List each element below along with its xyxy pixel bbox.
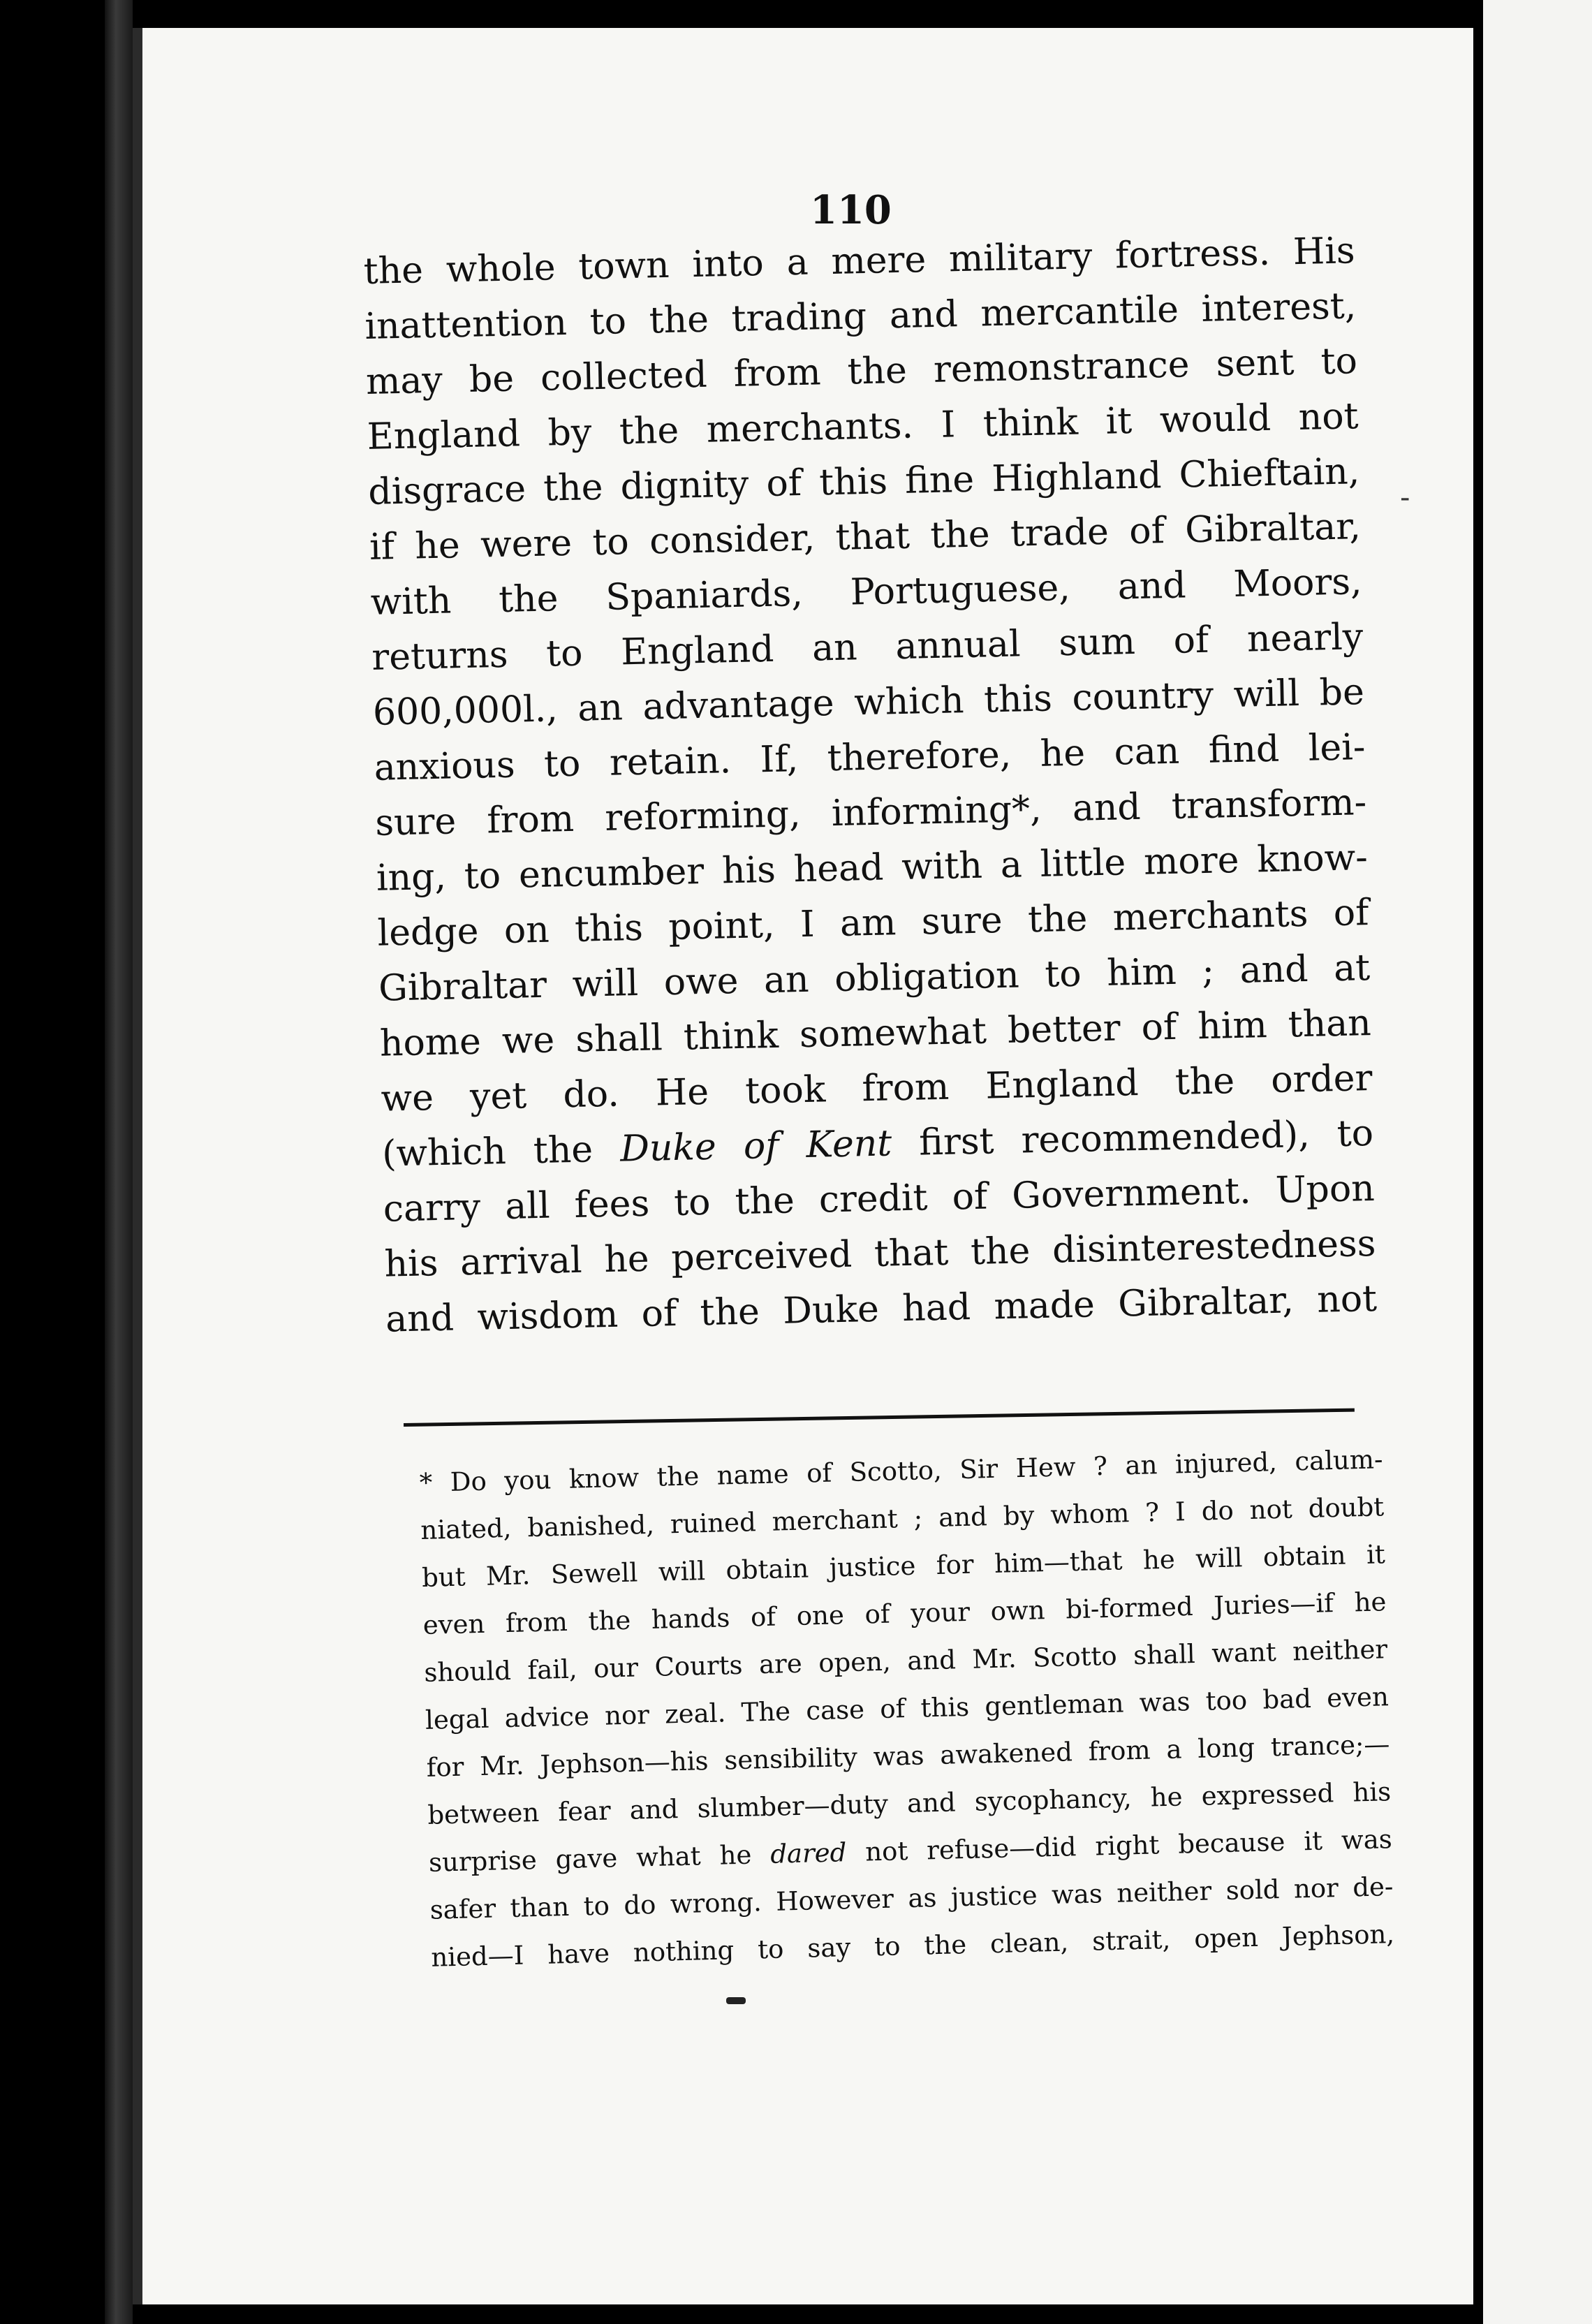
text-line: Gibraltar will owe an obligation to him ; and at	[378, 947, 1371, 1010]
footnote-line: safer than to do wrong. However as justice was neither sold nor de-	[429, 1871, 1394, 1925]
footnote-line: niated, banished, ruined merchant ; and by whom ? I do not doubt	[420, 1492, 1385, 1545]
footnote-line: legal advice nor zeal. The case of this gentleman was too bad even	[425, 1682, 1390, 1735]
page-number: 110	[810, 187, 892, 233]
footnote-line: * Do you know the name of Scotto, Sir Hew ? an injured, calum-	[419, 1444, 1383, 1498]
footnote-line: between fear and slumber—duty and sycophancy, he expressed his	[427, 1777, 1392, 1830]
text-line: disgrace the dignity of this fine Highland Chieftain,	[367, 450, 1360, 513]
text-segment: first recommended), to	[891, 1112, 1374, 1165]
facing-page-edge	[1479, 0, 1592, 2324]
italic-title: Duke of Kent	[619, 1122, 892, 1170]
margin-mark: -	[1400, 482, 1410, 514]
footnote-line: nied—I have nothing to say to the clean, strait, open Jephson,	[430, 1919, 1395, 1973]
text-line: we yet do. He took from England the order	[381, 1057, 1373, 1120]
text-segment: surprise gave what he	[428, 1839, 771, 1878]
text-segment: (which the	[381, 1128, 621, 1175]
text-line: ledge on this point, I am sure the merchants of	[377, 892, 1369, 955]
text-line: carry all fees to the credit of Government. Upon	[383, 1167, 1376, 1230]
text-segment: not refuse—did right because it was	[846, 1824, 1393, 1868]
text-line: returns to England an annual sum of nearly	[371, 616, 1364, 679]
text-line: and wisdom of the Duke had made Gibraltar, not	[385, 1277, 1378, 1341]
text-line: if he were to consider, that the trade of Gibraltar,	[369, 506, 1362, 568]
text-line: may be collected from the remonstrance sent to	[365, 340, 1358, 403]
text-line: his arrival he perceived that the disinterestedness	[383, 1222, 1376, 1286]
text-line: anxious to retain. If, therefore, he can find lei-	[374, 726, 1366, 789]
text-line: the whole town into a mere military fortress. His	[363, 230, 1356, 293]
text-line: 600,000l., an advantage which this country will be	[372, 671, 1365, 734]
text-line: England by the merchants. I think it would not	[367, 395, 1359, 458]
main-text-block	[363, 223, 1378, 1347]
text-line: inattention to the trading and mercantile interest,	[364, 285, 1357, 348]
text-line: ing, to encumber his head with a little more know-	[376, 837, 1369, 899]
italic-word: dared	[769, 1837, 847, 1869]
ink-speck	[726, 1997, 746, 2004]
text-line: home we shall think somewhat better of him than	[379, 1002, 1372, 1065]
footnote-line: for Mr. Jephson—his sensibility was awakened from a long trance;—	[426, 1729, 1390, 1783]
footnote-line: but Mr. Sewell will obtain justice for him—that he will obtain it	[421, 1539, 1386, 1593]
footnote-block	[419, 1436, 1395, 1981]
book-binding-edge	[105, 0, 133, 2324]
footnote-line: even from the hands of one of your own bi-formed Juries—if he	[422, 1587, 1387, 1640]
footnote-line: should fail, our Courts are open, and Mr. Scotto shall want neither	[423, 1634, 1388, 1688]
text-line: with the Spaniards, Portuguese, and Moors,	[370, 561, 1363, 624]
text-line: sure from reforming, informing*, and transform-	[374, 781, 1367, 844]
